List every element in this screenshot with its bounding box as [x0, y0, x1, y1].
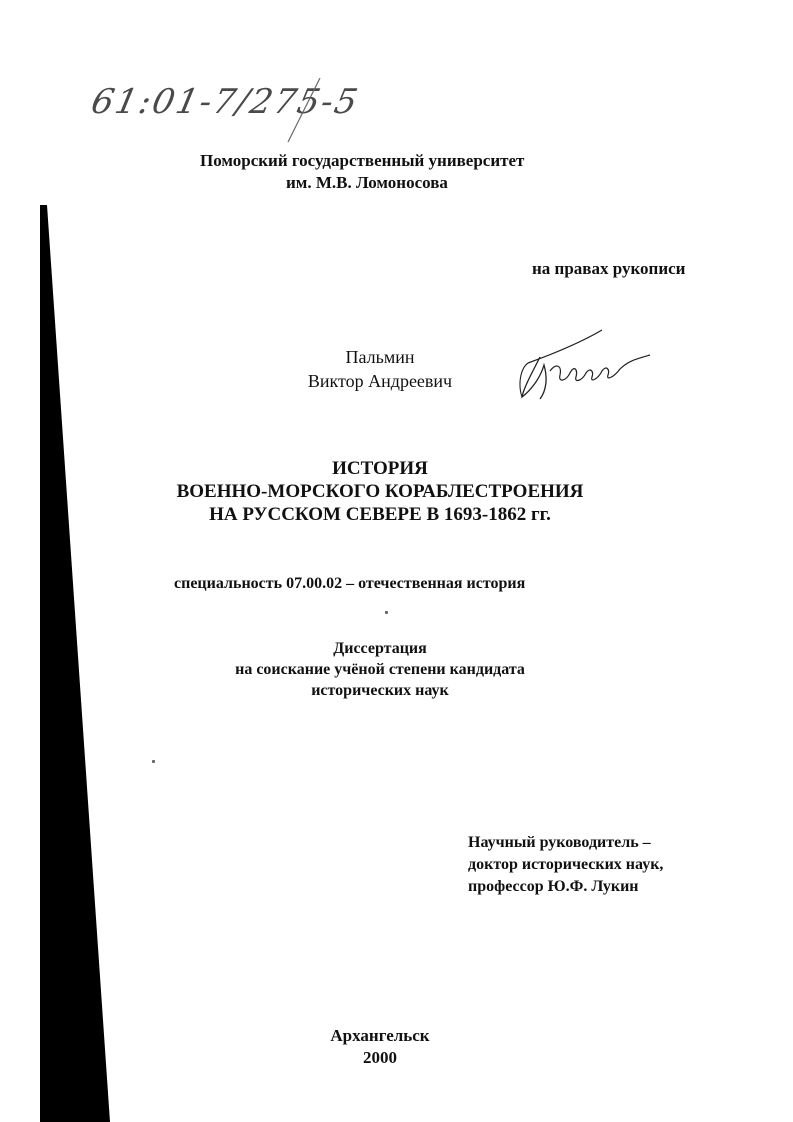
university-name: Поморский государственный университет — [200, 151, 525, 170]
footer-city: Архангельск — [330, 1026, 430, 1045]
footer-block — [300, 1025, 460, 1069]
supervisor-label: Научный руководитель – — [468, 834, 651, 851]
title-line-1: ИСТОРИЯ — [332, 458, 428, 479]
supervisor-degree: доктор исторических наук, — [468, 856, 664, 873]
university-block — [200, 150, 560, 194]
degree-line: на соискание учёной степени кандидата — [235, 661, 525, 678]
catalog-number — [87, 78, 452, 148]
author-block — [280, 345, 480, 393]
supervisor-block — [468, 832, 663, 898]
dissertation-title — [150, 457, 610, 526]
supervisor-name: профессор Ю.Ф. Лукин — [468, 878, 639, 895]
footer-year: 2000 — [363, 1048, 397, 1067]
signature — [510, 325, 670, 405]
author-surname: Пальмин — [345, 347, 415, 367]
manuscript-note: на правах рукописи — [532, 259, 686, 278]
scan-speck — [385, 611, 388, 614]
title-line-2: ВОЕННО-МОРСКОГО КОРАБЛЕСТРОЕНИЯ — [176, 481, 584, 502]
specialty: специальность 07.00.02 – отечественная история — [174, 575, 526, 592]
dissertation-label: Диссертация — [333, 640, 427, 657]
catalog-number-text: 61:01-7/275-5 — [87, 82, 363, 122]
catalog-slash-stroke — [92, 78, 452, 148]
title-line-3: НА РУССКОМ СЕВЕРЕ В 1693-1862 гг. — [209, 504, 551, 525]
author-name: Виктор Андреевич — [307, 371, 453, 391]
scan-speck — [152, 760, 155, 763]
university-named-after: им. М.В. Ломоносова — [286, 173, 448, 192]
science-line: исторических наук — [311, 682, 449, 699]
dissertation-block — [200, 638, 560, 701]
